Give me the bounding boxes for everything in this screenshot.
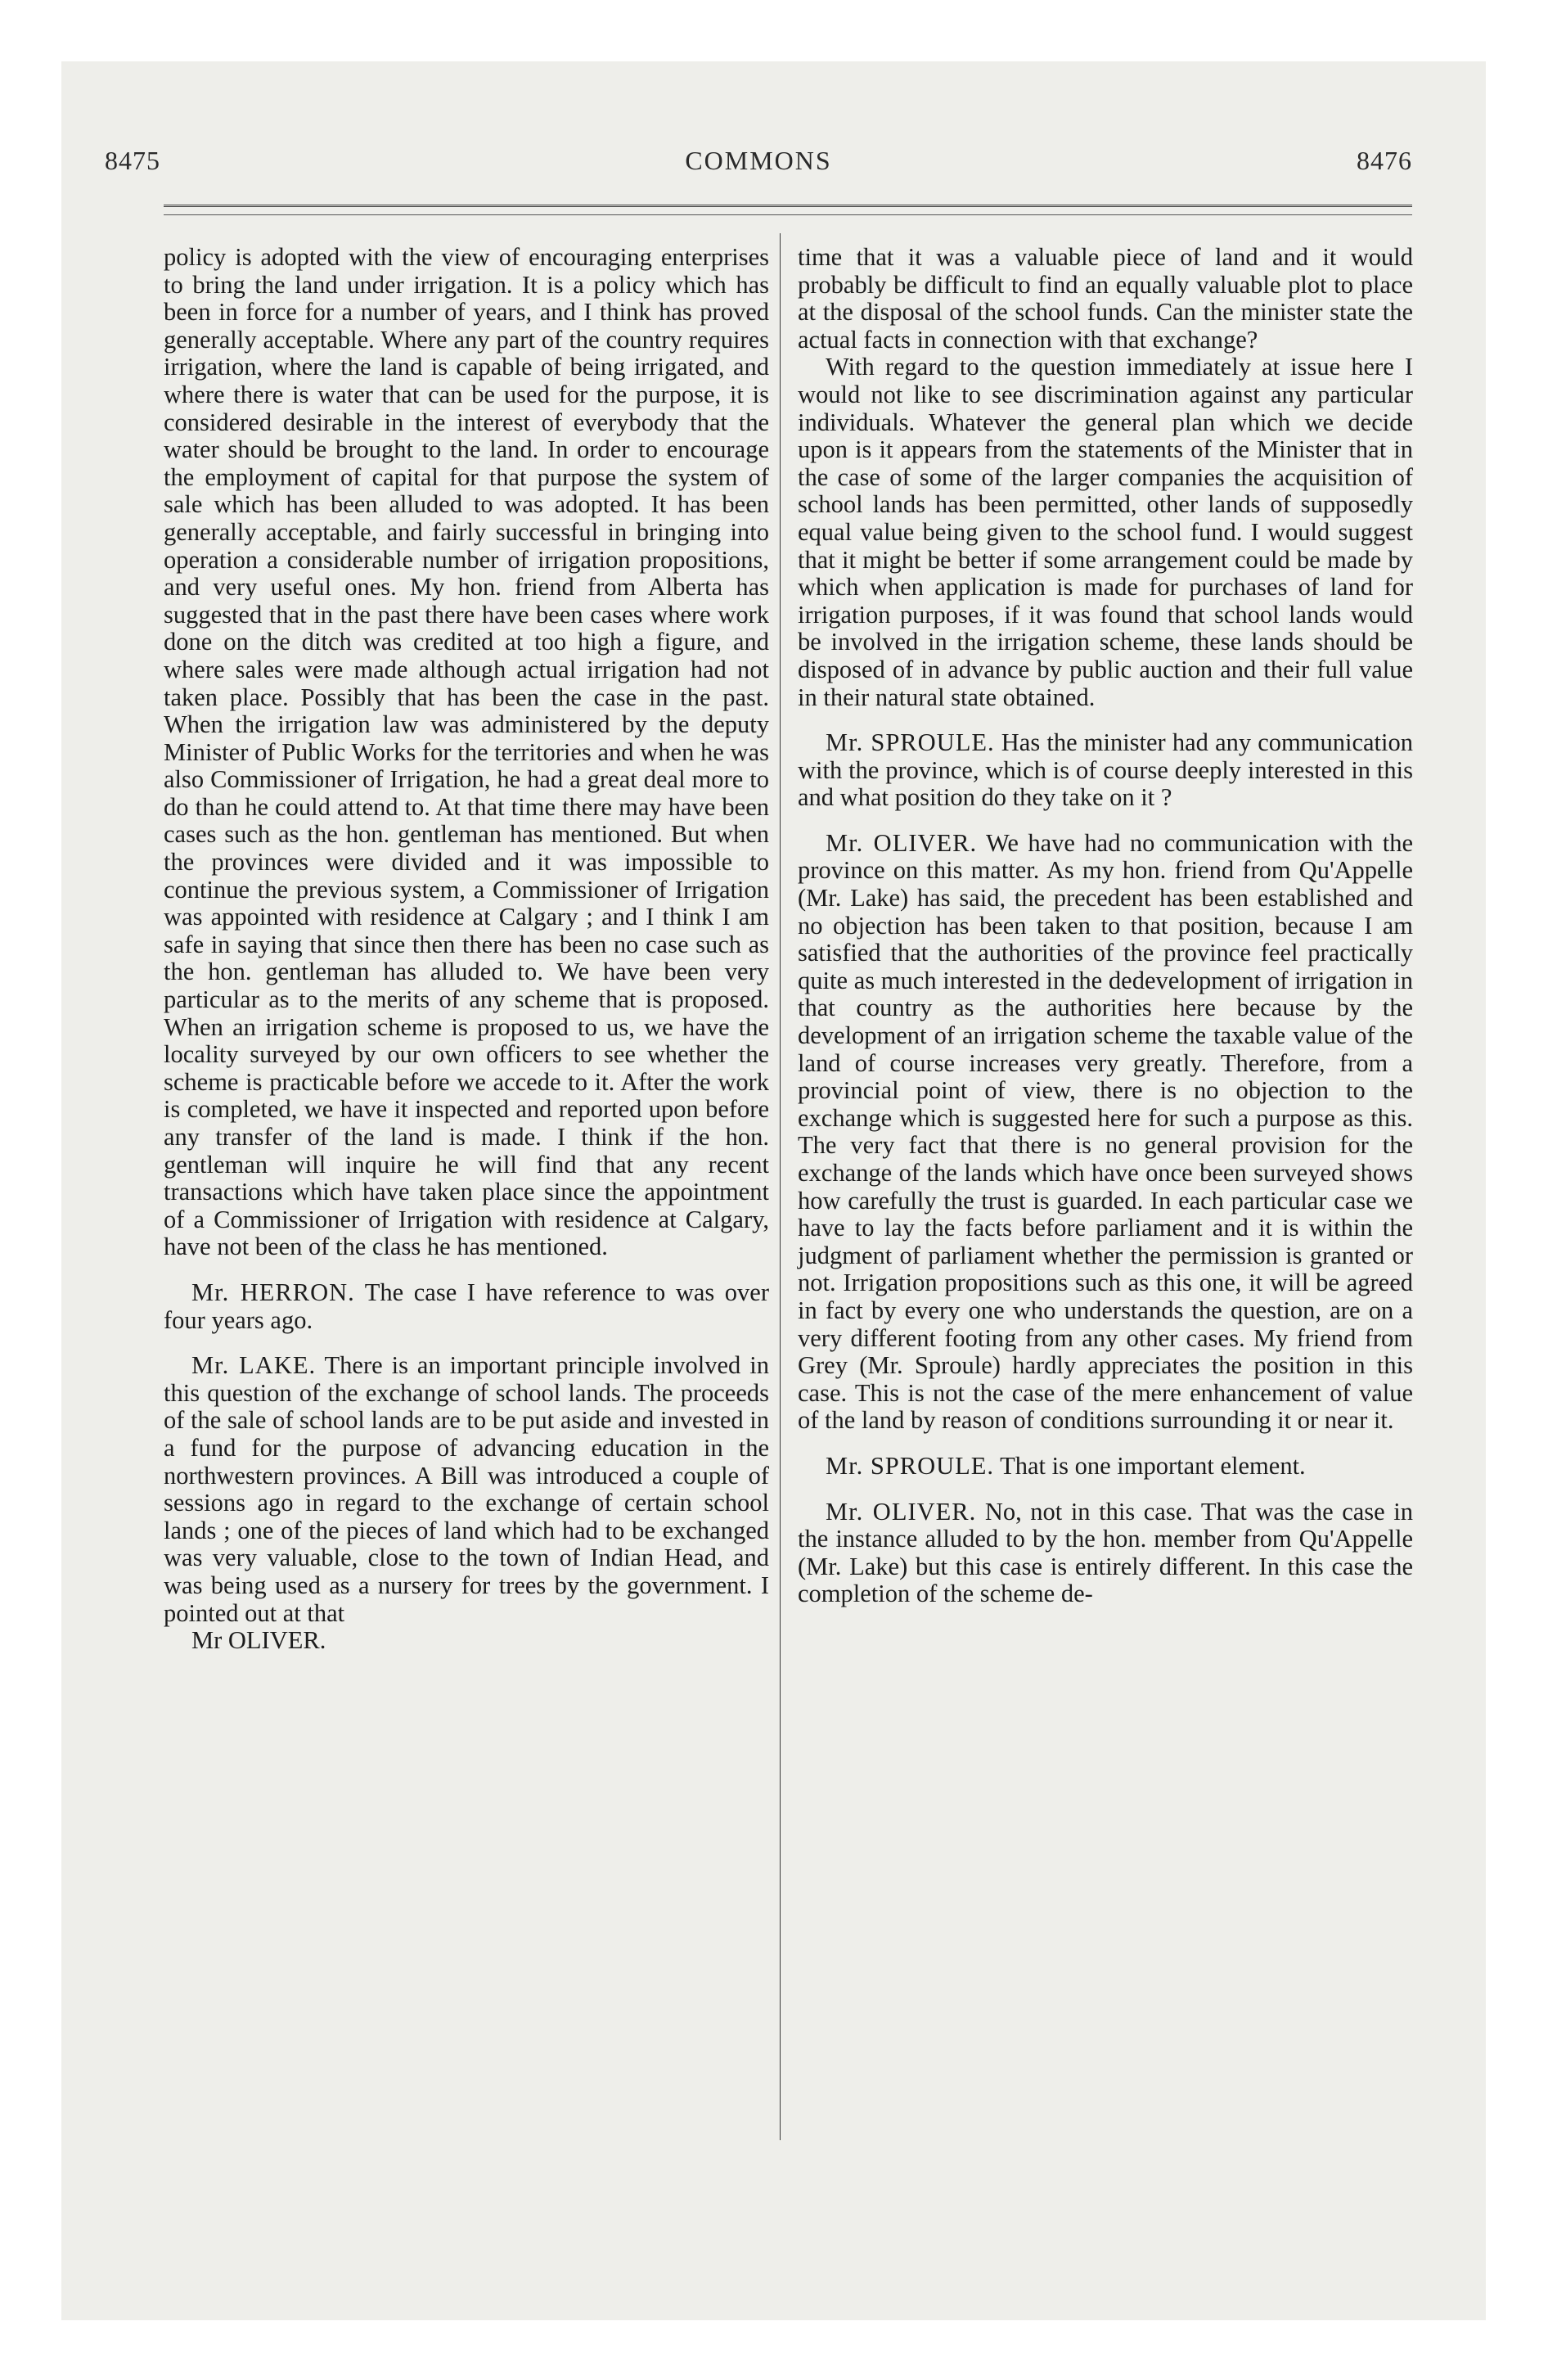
speech-oliver [798,830,1413,1435]
paragraph: time that it was a valuable piece of land and it would probably be difficult to find an equally valuable plot to place at the disposal of the school funds. Can the minister state the actual facts in connection with that exchange? [798,243,1413,354]
speech-text: There is an important principle involved in this question of the exchange of school lands. The proceeds of the sale of school lands are to be put aside and invested in a fund for the purpose of advancing education in the northwestern provinces. A Bill was introduced a couple of sessions ago in regard to the exchange of certain school lands ; one of the pieces of land which had to be exchanged was very valuable, close to the town of Indian Head, and was being used as a nursery for trees by the government. I pointed out at that [164,1351,769,1627]
speaker-name: Mr. OLIVER. [826,1497,977,1526]
speaker-name: Mr. SPROULE. [826,728,995,757]
catchword: Mr OLIVER. [191,1626,326,1655]
right-column [798,244,1413,1608]
paragraph: policy is adopted with the view of encouraging enterprises to bring the land under irrigation. It is a policy which has been in force for a number of years, and I think has proved generally acceptable. Where any part of the country requires irrigation, where the land is capable of being irrigated, and where there is water that can be used for the purpose, it is considered desirable in the interest of everybody that the water should be brought to the land. In order to encourage the employment of capital for that purpose the system of sale which has been alluded to was adopted. It has been generally acceptable, and fairly successful in bringing into operation a considerable number of irrigation propositions, and very useful ones. My hon. friend from Alberta has suggested that in the past there have been cases where work done on the ditch was credited at too high a figure, and where sales were made although actual irrigation had not taken place. Possibly that has been the case in the past. When the irrigation law was administered by the deputy Minister of Public Works for the territories and when he was also Commissioner of Irrigation, he had a great deal more to do than he could attend to. At that time there may have been cases such as the hon. gentleman has mentioned. But when the provinces were divided and it was impossible to continue the previous system, a Commissioner of Irrigation was appointed with residence at Calgary ; and I think I am safe in saying that since then there has been no case such as the hon. gentleman has alluded to. We have been very particular as to the merits of any scheme that is proposed. When an irrigation scheme is proposed to us, we have the locality surveyed by our own officers to see whether the scheme is practicable before we accede to it. After the work is completed, we have it inspected and reported upon before any transfer of the land is made. I think if the hon. gentleman will inquire he will find that any recent transactions which have taken place since the appointment of a Commissioner of Irrigation with residence at Calgary, have not been of the class he has mentioned. [164,243,769,1261]
speaker-name: Mr. HERRON. [191,1278,355,1306]
page-header [105,146,1412,187]
speech-sproule [798,1453,1413,1481]
speech-text: We have had no communication with the province on this matter. As my hon. friend from Qu'Appelle (Mr. Lake) has said, the precedent has been established and no objection has been taken to that position, because I am satisfied that the authorities of the province feel practically quite as much interested in the dedevelopment of irrigation in that country as the authorities here because by the development of an irrigation scheme the taxable value of the land of course increases very greatly. Therefore, from a provincial point of view, there is no objection to the exchange which is suggested here for such a purpose as this. The very fact that there is no general provision for the exchange of the lands which have once been surveyed shows how carefully the trust is guarded. In each particular case we have to lay the facts before parliament and it is within the judgment of parliament whether the permission is granted or not. Irrigation propositions such as this one, it will be agreed in fact by every one who understands the question, are on a very different footing from any other cases. My friend from Grey (Mr. Sproule) hardly appreciates the position in this case. This is not the case of the mere enhancement of value of the land by reason of conditions surrounding it or near it. [798,828,1413,1435]
speaker-name: Mr. SPROULE. [826,1451,995,1480]
speech-text: That is one important element. [1000,1451,1306,1480]
speech-text: The case I have reference to was over four years ago. [164,1278,770,1334]
page-number-right: 8476 [1357,146,1412,175]
speech-oliver [798,1499,1413,1608]
header-rule [164,205,1412,207]
speech-sproule [798,729,1413,812]
speech-herron [164,1279,769,1334]
speech-text: No, not in this case. That was the case in the instance alluded to by the hon. member from Qu'Appelle (Mr. Lake) but this case is entirely different. In this case the completion of the scheme de- [798,1497,1413,1608]
left-column [164,244,769,1655]
page-number-left: 8475 [105,146,160,175]
column-divider [780,233,781,2140]
page-title: COMMONS [685,146,832,175]
speech-lake [164,1352,769,1627]
speaker-name: Mr. OLIVER. [826,828,978,857]
speech-text: Has the minister had any communication with the province, which is of course deeply interested in this and what position do they take on it ? [798,728,1413,812]
header-rule-lower [164,214,1412,215]
speaker-name: Mr. LAKE. [191,1351,317,1380]
paragraph: With regard to the question immediately at issue here I would not like to see discrimination against any particular individuals. Whatever the general plan which we decide upon is it appears from the statements of the Minister that in the case of some of the larger companies the acquisition of school lands has been permitted, other lands of supposedly equal value being given to the school fund. I would suggest that it might be better if some arrangement could be made by which when application is made for purchases of land for irrigation purposes, if it was found that school lands would be involved in the irrigation scheme, these lands should be disposed of in advance by public auction and their full value in their natural state obtained. [798,353,1413,711]
